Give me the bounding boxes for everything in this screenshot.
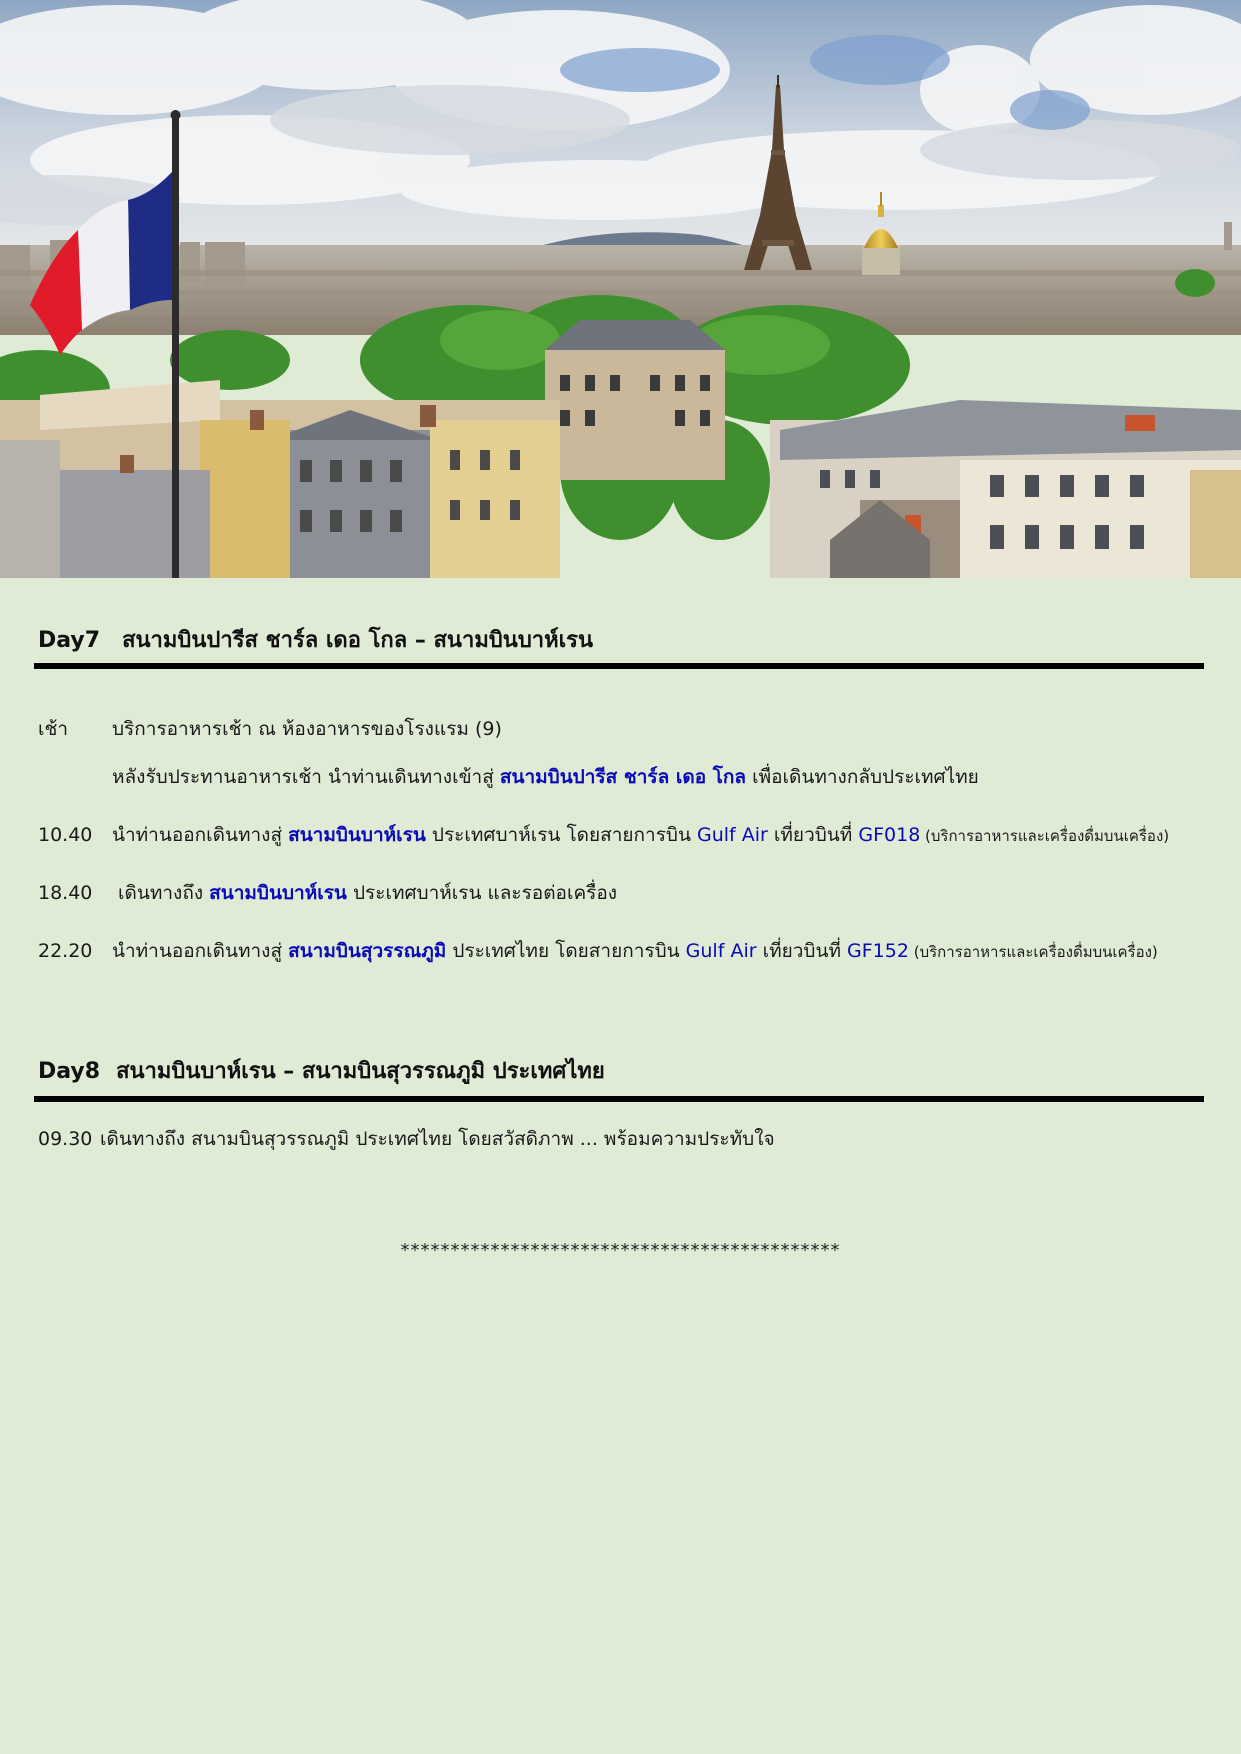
airline-name: Gulf Air xyxy=(685,940,757,962)
row-text-post: เพื่อเดินทางกลับประเทศไทย xyxy=(746,766,979,788)
day7-divider xyxy=(34,663,1204,669)
end-separator: ******************************************** xyxy=(400,1240,841,1261)
row-time: 18.40 xyxy=(38,882,93,904)
day7-row-arrival-bahrain xyxy=(38,878,617,908)
airport-cdg-highlight: สนามบินปารีส ชาร์ล เดอ โกล xyxy=(499,766,747,788)
row-time: 22.20 xyxy=(38,940,93,962)
hero-image xyxy=(0,0,1241,578)
row-text-mid: ประเทศไทย โดยสายการบิน xyxy=(446,940,686,962)
row-text-post: ประเทศบาห์เรน และรอต่อเครื่อง xyxy=(346,882,618,904)
meal-note: (บริการอาหารและเครื่องดื่มบนเครื่อง) xyxy=(908,943,1158,961)
day8-title: สนามบินบาห์เรน – สนามบินสุวรรณภูมิ ประเทศไทย xyxy=(116,1059,605,1084)
row-text-mid2: เที่ยวบินที่ xyxy=(756,940,848,962)
day8-divider xyxy=(34,1096,1204,1102)
day7-row-transfer xyxy=(38,762,979,792)
day7-number: Day7 xyxy=(38,628,101,653)
airport-suvarnabhumi-highlight: สนามบินสุวรรณภูมิ xyxy=(288,940,447,962)
row-text: เดินทางถึง สนามบินสุวรรณภูมิ ประเทศไทย โดยสวัสดิภาพ ... พร้อมความประทับใจ xyxy=(100,1128,775,1150)
row-text-pre: หลังรับประทานอาหารเช้า นำท่านเดินทางเข้าสู่ xyxy=(112,766,500,788)
row-text-mid: ประเทศบาห์เรน โดยสายการบิน xyxy=(425,824,697,846)
meal-note: (บริการอาหารและเครื่องดื่มบนเครื่อง) xyxy=(920,827,1170,845)
day7-title: สนามบินปารีส ชาร์ล เดอ โกล – สนามบินบาห์เรน xyxy=(122,628,594,653)
day7-row-breakfast xyxy=(38,714,502,744)
flight-number: GF018 xyxy=(858,824,921,846)
row-text-mid2: เที่ยวบินที่ xyxy=(767,824,859,846)
row-time: 09.30 xyxy=(38,1128,93,1150)
row-text-pre: นำท่านออกเดินทางสู่ xyxy=(112,824,289,846)
row-text: บริการอาหารเช้า ณ ห้องอาหารของโรงแรม (9) xyxy=(112,718,502,740)
day8-row-arrival-thailand xyxy=(38,1124,775,1154)
row-time: 10.40 xyxy=(38,824,93,846)
flight-number: GF152 xyxy=(847,940,909,962)
row-text-pre: นำท่านออกเดินทางสู่ xyxy=(112,940,289,962)
airport-bahrain-highlight: สนามบินบาห์เรน xyxy=(288,824,426,846)
day8-number: Day8 xyxy=(38,1059,101,1084)
day7-header xyxy=(38,622,593,657)
row-time: เช้า xyxy=(38,718,69,740)
day7-row-flight-gf018 xyxy=(38,820,1169,850)
airport-bahrain-highlight: สนามบินบาห์เรน xyxy=(209,882,347,904)
row-text-pre: เดินทางถึง xyxy=(112,882,210,904)
day7-row-flight-gf152 xyxy=(38,936,1158,966)
airline-name: Gulf Air xyxy=(697,824,768,846)
day8-header xyxy=(38,1053,605,1088)
